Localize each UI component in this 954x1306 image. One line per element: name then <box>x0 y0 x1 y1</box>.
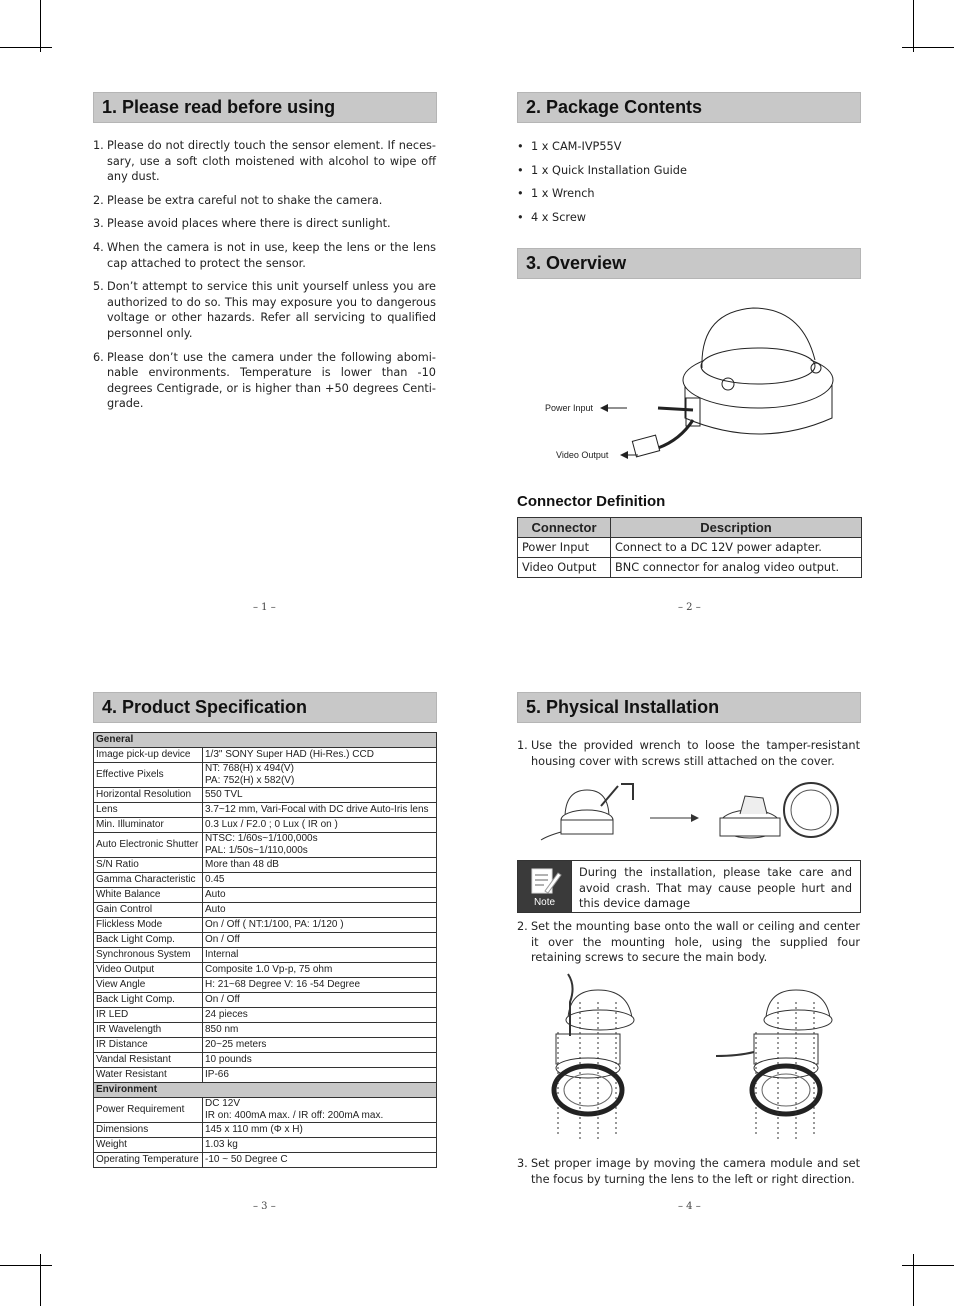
spec-key: IR Wavelength <box>94 1023 203 1038</box>
table-cell: Video Output <box>518 558 611 578</box>
spec-key: Weight <box>94 1138 203 1153</box>
spec-value: On / Off <box>203 993 437 1008</box>
table-row <box>94 993 437 1008</box>
list-item <box>93 350 436 412</box>
read-before-list <box>93 138 436 420</box>
table-row <box>94 1038 437 1053</box>
section-title-package: 2. Package Contents <box>517 92 861 123</box>
power-input-label: Power Input <box>545 403 594 413</box>
spec-value: Internal <box>203 948 437 963</box>
spec-key: Image pick-up device <box>94 748 203 763</box>
package-list <box>517 139 860 233</box>
step-number: 3. <box>517 1157 528 1170</box>
page-number: – 1 – <box>253 602 276 613</box>
mounting-figure <box>540 972 850 1150</box>
item-text: 1 x Quick Installation Guide <box>531 163 687 177</box>
spec-key: IR Distance <box>94 1038 203 1053</box>
video-output-label: Video Output <box>556 450 609 460</box>
spec-key: Horizontal Resolution <box>94 788 203 803</box>
spec-value: 24 pieces <box>203 1008 437 1023</box>
list-item <box>517 163 860 179</box>
spec-key: Water Resistant <box>94 1068 203 1083</box>
spec-value: 0.45 <box>203 873 437 888</box>
install-step-1 <box>517 738 860 777</box>
spec-key: S/N Ratio <box>94 858 203 873</box>
table-row <box>94 963 437 978</box>
table-row <box>94 978 437 993</box>
spec-value: 550 TVL <box>203 788 437 803</box>
table-row <box>94 888 437 903</box>
table-row <box>94 1068 437 1083</box>
table-row <box>94 1053 437 1068</box>
table-row <box>94 1153 437 1168</box>
section-title-install: 5. Physical Installation <box>517 692 861 723</box>
step-text: Set proper image by moving the camera module and set the focus by turning the lens to the left or right direction. <box>531 1157 860 1186</box>
spec-key: Auto Electronic Shutter <box>94 833 203 858</box>
table-row <box>518 538 862 558</box>
spec-key: Dimensions <box>94 1123 203 1138</box>
spec-key: Min. Illuminator <box>94 818 203 833</box>
table-row <box>94 833 437 858</box>
item-text: Please avoid places where there is direct sunlight. <box>107 217 391 231</box>
step-text: Use the provided wrench to loose the tamper-resistant housing cover with screws still attached on the cover. <box>531 739 860 768</box>
spec-key: IR LED <box>94 1008 203 1023</box>
spec-key: Back Light Comp. <box>94 933 203 948</box>
item-number: 5. <box>93 280 104 294</box>
table-cell: Connect to a DC 12V power adapter. <box>611 538 862 558</box>
item-number: 4. <box>93 240 104 254</box>
spec-value: 145 x 110 mm (Φ x H) <box>203 1123 437 1138</box>
table-row <box>94 873 437 888</box>
install-step-3 <box>517 1156 860 1195</box>
spec-key: Synchronous System <box>94 948 203 963</box>
page-number: – 4 – <box>678 1201 701 1212</box>
table-row <box>94 903 437 918</box>
spec-value: Composite 1.0 Vp-p, 75 ohm <box>203 963 437 978</box>
bullet: • <box>517 140 524 153</box>
spec-value: 850 nm <box>203 1023 437 1038</box>
list-item <box>93 279 436 341</box>
spec-value: 20~25 meters <box>203 1038 437 1053</box>
item-text: When the camera is not in use, keep the lens or the lens cap attached to protect the sensor. <box>107 240 436 270</box>
table-row <box>94 858 437 873</box>
page-number: – 3 – <box>253 1201 276 1212</box>
spec-key: Vandal Resistant <box>94 1053 203 1068</box>
spec-value: 0.3 Lux / F2.0 ; 0 Lux ( IR on ) <box>203 818 437 833</box>
table-group-row <box>94 1083 437 1098</box>
group-label: General <box>94 733 437 748</box>
section-title-read-before: 1. Please read before using <box>93 92 437 123</box>
spec-key: Gain Control <box>94 903 203 918</box>
table-row <box>94 763 437 788</box>
table-group-row <box>94 733 437 748</box>
page-number: – 2 – <box>678 602 701 613</box>
list-item <box>93 216 436 232</box>
spec-value: DC 12V IR on: 400mA max. / IR off: 200mA max. <box>203 1098 437 1123</box>
item-number: 2. <box>93 193 104 207</box>
connector-header: Connector <box>518 518 611 538</box>
spec-key: White Balance <box>94 888 203 903</box>
note-text: During the installation, please take care and avoid crash. That may cause people hurt and this device damage <box>579 866 852 911</box>
table-row <box>94 933 437 948</box>
section-title-overview: 3. Overview <box>517 248 861 279</box>
table-row <box>94 918 437 933</box>
description-header: Description <box>611 518 862 538</box>
table-row <box>94 788 437 803</box>
table-row <box>94 818 437 833</box>
spec-value: 10 pounds <box>203 1053 437 1068</box>
item-text: 4 x Screw <box>531 210 587 224</box>
item-text: Don’t attempt to service this unit yourself unless you are authorized to do so. This may exposure you to dangerous voltage or other hazards. Refer all servicing to qualified personnel only. <box>107 280 436 340</box>
spec-value: More than 48 dB <box>203 858 437 873</box>
step-number: 1. <box>517 739 528 752</box>
table-row <box>94 1098 437 1123</box>
step-number: 2. <box>517 920 528 933</box>
item-text: Please don’t use the camera under the following abomi-nable environments. Temperature is lower than -10 degrees Centigrade, or is higher than +50 degrees Centi-grade. <box>107 350 436 411</box>
remove-cover-figure <box>535 776 845 848</box>
section-title-spec: 4. Product Specification <box>93 692 437 723</box>
item-number: 1. <box>93 139 104 152</box>
spec-value: -10 ~ 50 Degree C <box>203 1153 437 1168</box>
group-label: Environment <box>94 1083 437 1098</box>
bullet: • <box>517 210 524 224</box>
camera-overview-figure <box>540 300 840 470</box>
table-row <box>94 1008 437 1023</box>
note-pencil-icon <box>518 861 571 912</box>
spec-value: On / Off ( NT:1/100, PA: 1/120 ) <box>203 918 437 933</box>
table-row <box>94 803 437 818</box>
step-text: Set the mounting base onto the wall or ceiling and center it over the mounting hole, using the supplied four retaining screws to secure the main body. <box>531 920 860 965</box>
table-cell: BNC connector for analog video output. <box>611 558 862 578</box>
install-step-2 <box>517 919 860 974</box>
list-item <box>93 240 436 271</box>
spec-value: NTSC: 1/60s~1/100,000s PAL: 1/50s~1/110,000s <box>203 833 437 858</box>
bullet: • <box>517 187 524 201</box>
connector-definition-title: Connector Definition <box>517 493 666 510</box>
spec-key: Power Requirement <box>94 1098 203 1123</box>
spec-value: IP-66 <box>203 1068 437 1083</box>
table-row <box>94 1023 437 1038</box>
spec-value: 1.03 kg <box>203 1138 437 1153</box>
table-row <box>94 1138 437 1153</box>
table-cell: Power Input <box>518 538 611 558</box>
list-item <box>517 210 860 226</box>
spec-key: Operating Temperature <box>94 1153 203 1168</box>
list-item <box>93 193 436 209</box>
item-text: 1 x CAM-IVP55V <box>531 140 622 153</box>
spec-key: Gamma Characteristic <box>94 873 203 888</box>
table-row <box>518 558 862 578</box>
spec-value: NT: 768(H) x 494(V) PA: 752(H) x 582(V) <box>203 763 437 788</box>
bullet: • <box>517 163 524 177</box>
spec-table <box>93 732 437 1168</box>
spec-value: On / Off <box>203 933 437 948</box>
list-item <box>517 139 860 155</box>
table-row <box>94 748 437 763</box>
spec-key: Video Output <box>94 963 203 978</box>
table-row <box>94 948 437 963</box>
item-text: Please be extra careful not to shake the camera. <box>107 193 383 207</box>
spec-value: H: 21~68 Degree V: 16 -54 Degree <box>203 978 437 993</box>
spec-key: Lens <box>94 803 203 818</box>
spec-key: Flickless Mode <box>94 918 203 933</box>
spec-key: Effective Pixels <box>94 763 203 788</box>
item-text: Please do not directly touch the sensor element. If neces-sary, use a soft cloth moistened with alcohol to wipe off any dust. <box>107 139 436 184</box>
item-number: 3. <box>93 217 104 231</box>
spec-value: Auto <box>203 888 437 903</box>
table-row <box>94 1123 437 1138</box>
spec-key: Back Light Comp. <box>94 993 203 1008</box>
item-text: 1 x Wrench <box>531 187 595 201</box>
spec-value: 3.7~12 mm, Vari-Focal with DC drive Auto-Iris lens <box>203 803 437 818</box>
spec-value: Auto <box>203 903 437 918</box>
note-box <box>517 860 861 913</box>
item-number: 6. <box>93 350 104 364</box>
connector-table <box>517 517 862 578</box>
list-item <box>93 138 436 185</box>
spec-key: View Angle <box>94 978 203 993</box>
spec-value: 1/3" SONY Super HAD (Hi-Res.) CCD <box>203 748 437 763</box>
list-item <box>517 186 860 202</box>
note-label: Note <box>533 897 556 908</box>
